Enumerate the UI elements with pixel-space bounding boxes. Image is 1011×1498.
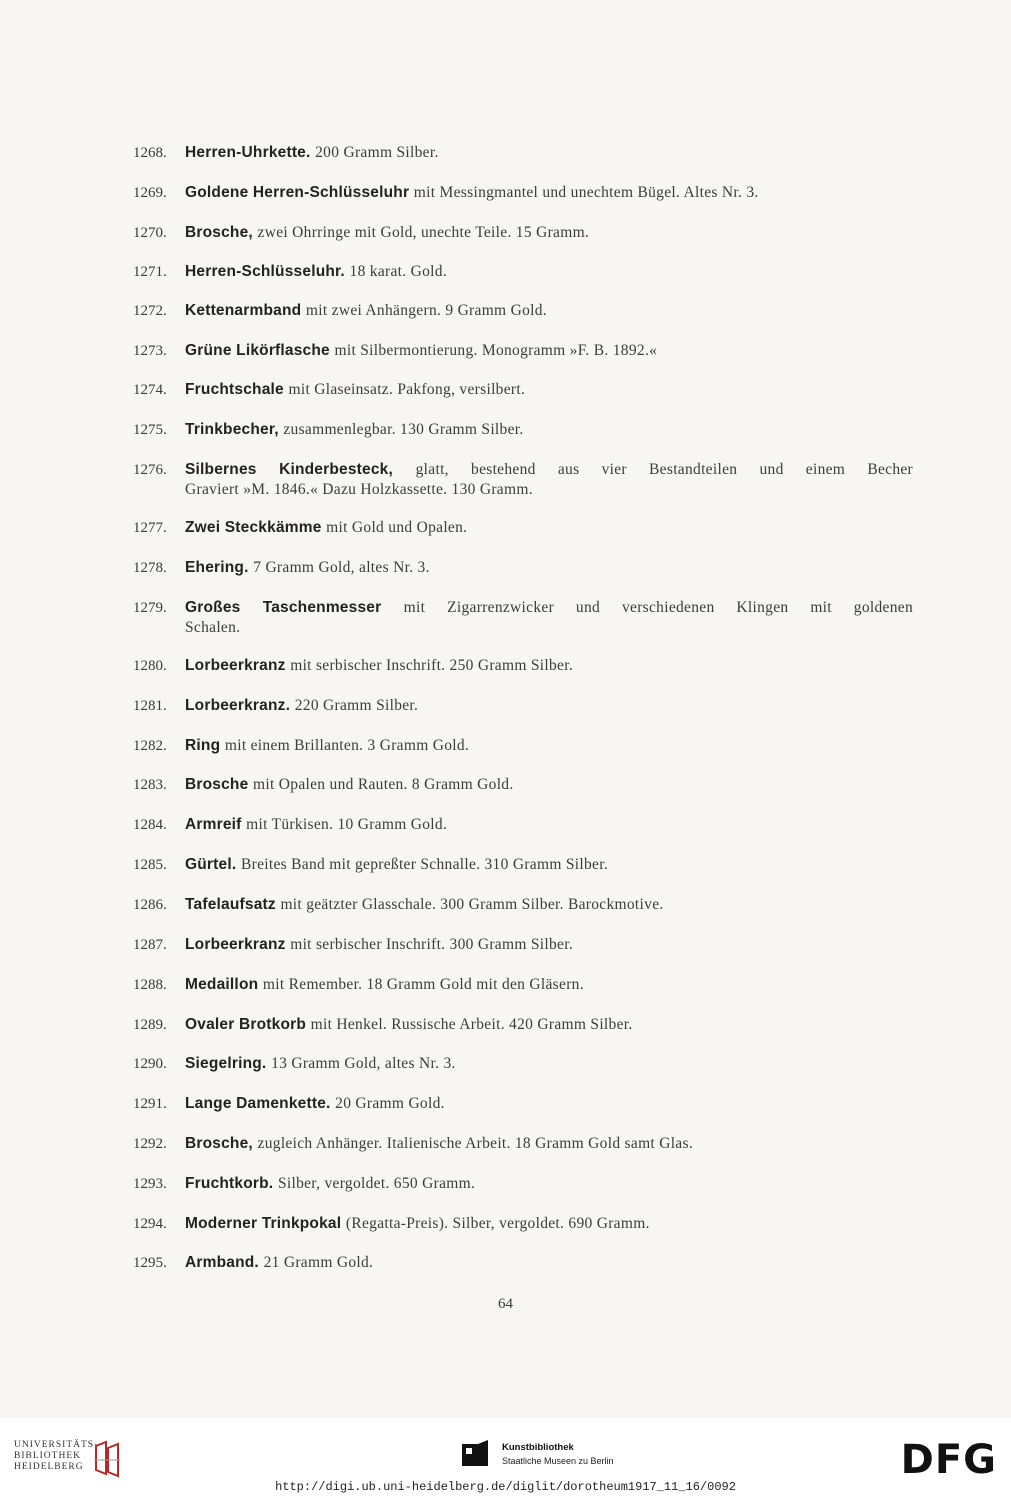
- footer-bar: [0, 1418, 1011, 1498]
- entry-description: mit serbischer Inschrift. 250 Gramm Silber.: [290, 657, 574, 674]
- catalog-entry: [133, 935, 913, 955]
- entry-number: 1291.: [133, 1096, 167, 1112]
- entry-description: 18 karat. Gold.: [349, 263, 448, 280]
- entry-title: Tafelaufsatz: [185, 896, 276, 913]
- uni-line-2: BIBLIOTHEK: [14, 1451, 81, 1461]
- entry-description: Breites Band mit gepreßter Schnalle. 310 Gramm Silber.: [240, 856, 608, 873]
- entry-description: mit Silbermontierung. Monogramm »F. B. 1892.«: [334, 342, 658, 359]
- entry-number: 1282.: [133, 738, 167, 754]
- entry-number: 1278.: [133, 560, 167, 576]
- catalog-entry: [133, 518, 913, 538]
- entry-description: 200 Gramm Silber.: [315, 144, 439, 161]
- entry-description-continued: Graviert »M. 1846.« Dazu Holzkassette. 130 Gramm.: [185, 481, 533, 498]
- entry-title: Fruchtschale: [185, 381, 284, 398]
- entry-title: Ehering.: [185, 559, 249, 576]
- entry-number: 1273.: [133, 343, 167, 359]
- entry-title: Großes Taschenmesser: [185, 599, 382, 616]
- catalog-entry: [133, 301, 913, 321]
- entry-description: mit Remember. 18 Gramm Gold mit den Gläsern.: [262, 976, 584, 993]
- catalog-entry: [133, 736, 913, 756]
- catalog-entry: [133, 420, 913, 440]
- entry-number: 1294.: [133, 1216, 167, 1232]
- entry-description: 220 Gramm Silber.: [294, 697, 419, 714]
- entry-number: 1295.: [133, 1255, 167, 1271]
- entry-number: 1275.: [133, 422, 167, 438]
- entry-title: Brosche: [185, 776, 249, 793]
- entry-number: 1279.: [133, 600, 167, 616]
- catalog-entry: [133, 1054, 913, 1074]
- entry-description: 20 Gramm Gold.: [335, 1095, 445, 1112]
- entry-description: mit zwei Anhängern. 9 Gramm Gold.: [305, 302, 547, 319]
- entry-title: Ring: [185, 737, 221, 754]
- kunstbibliothek-logo[interactable]: [462, 1440, 642, 1472]
- kunstbibliothek-subtitle: Staatliche Museen zu Berlin: [502, 1456, 614, 1466]
- catalog-entry: [133, 775, 913, 795]
- catalog-entry: [133, 598, 913, 638]
- entry-number: 1289.: [133, 1017, 167, 1033]
- entry-description: 7 Gramm Gold, altes Nr. 3.: [253, 559, 430, 576]
- entry-description: zugleich Anhänger. Italienische Arbeit. 18 Gramm Gold samt Glas.: [257, 1135, 693, 1152]
- university-library-name: [14, 1440, 98, 1473]
- entry-title: Medaillon: [185, 976, 259, 993]
- entry-title: Trinkbecher,: [185, 421, 279, 438]
- dfg-logo[interactable]: DFG: [900, 1437, 997, 1483]
- entry-title: Siegelring.: [185, 1055, 267, 1072]
- library-emblem-icon: [92, 1440, 122, 1478]
- entry-number: 1270.: [133, 225, 167, 241]
- entry-title: Lorbeerkranz: [185, 936, 286, 953]
- catalog-entry: [133, 1094, 913, 1114]
- entry-title: Grüne Likörflasche: [185, 342, 330, 359]
- catalog-entry: [133, 341, 913, 361]
- uni-line-3: HEIDELBERG: [14, 1462, 84, 1472]
- entry-description: Silber, vergoldet. 650 Gramm.: [277, 1175, 476, 1192]
- kunstbibliothek-mark-icon: [462, 1440, 488, 1470]
- catalog-entry: [133, 975, 913, 995]
- entry-title: Brosche,: [185, 1135, 253, 1152]
- catalog-entry: [133, 262, 913, 282]
- catalog-entry: [133, 1174, 913, 1194]
- entry-description: glatt, bestehend aus vier Bestandteilen und einem Becher: [415, 461, 914, 478]
- catalog-entry: [133, 656, 913, 676]
- entry-description: mit Glaseinsatz. Pakfong, versilbert.: [288, 381, 526, 398]
- entry-number: 1276.: [133, 462, 167, 478]
- entry-number: 1281.: [133, 698, 167, 714]
- entry-title: Lange Damenkette.: [185, 1095, 331, 1112]
- entry-description: mit einem Brillanten. 3 Gramm Gold.: [224, 737, 470, 754]
- entry-number: 1290.: [133, 1056, 167, 1072]
- entry-number: 1283.: [133, 777, 167, 793]
- entry-number: 1287.: [133, 937, 167, 953]
- catalog-entry: [133, 1134, 913, 1154]
- entry-description: 13 Gramm Gold, altes Nr. 3.: [271, 1055, 456, 1072]
- entry-description: mit Gold und Opalen.: [326, 519, 468, 536]
- entry-title: Armband.: [185, 1254, 259, 1271]
- catalog-entry: [133, 895, 913, 915]
- catalog-entry: [133, 380, 913, 400]
- entry-title: Silbernes Kinderbesteck,: [185, 461, 394, 478]
- catalog-entry: [133, 558, 913, 578]
- entry-title: Armreif: [185, 816, 242, 833]
- catalog-entry: [133, 143, 913, 163]
- entry-title: Herren-Schlüsseluhr.: [185, 263, 345, 280]
- entry-number: 1268.: [133, 145, 167, 161]
- entry-number: 1272.: [133, 303, 167, 319]
- entry-title: Lorbeerkranz.: [185, 697, 291, 714]
- catalog-entry: [133, 696, 913, 716]
- entry-description-continued: Schalen.: [185, 619, 241, 636]
- entry-title: Gürtel.: [185, 856, 237, 873]
- catalog-entry: [133, 183, 913, 203]
- catalog-entry: [133, 223, 913, 243]
- entry-description: zwei Ohrringe mit Gold, unechte Teile. 15 Gramm.: [257, 224, 590, 241]
- catalog-entry: [133, 1015, 913, 1035]
- entry-number: 1292.: [133, 1136, 167, 1152]
- entry-title: Herren-Uhrkette.: [185, 144, 311, 161]
- entry-description: 21 Gramm Gold.: [263, 1254, 374, 1271]
- entry-description: mit Türkisen. 10 Gramm Gold.: [246, 816, 448, 833]
- entry-number: 1277.: [133, 520, 167, 536]
- entry-number: 1293.: [133, 1176, 167, 1192]
- entry-number: 1286.: [133, 897, 167, 913]
- catalog-entry: [133, 1214, 913, 1234]
- entry-description: mit serbischer Inschrift. 300 Gramm Silber.: [290, 936, 574, 953]
- entry-description: mit geätzter Glasschale. 300 Gramm Silber. Barockmotive.: [280, 896, 664, 913]
- source-url[interactable]: http://digi.ub.uni-heidelberg.de/diglit/dorotheum1917_11_16/0092: [275, 1480, 736, 1494]
- entry-title: Moderner Trinkpokal: [185, 1215, 342, 1232]
- kunstbibliothek-name: Kunstbibliothek: [502, 1442, 574, 1453]
- catalog-entry: [133, 855, 913, 875]
- entry-number: 1284.: [133, 817, 167, 833]
- entry-number: 1274.: [133, 382, 167, 398]
- entry-number: 1285.: [133, 857, 167, 873]
- entry-number: 1269.: [133, 185, 167, 201]
- entry-number: 1271.: [133, 264, 167, 280]
- entry-title: Fruchtkorb.: [185, 1175, 274, 1192]
- entry-title: Zwei Steckkämme: [185, 519, 322, 536]
- catalog-entry: [133, 460, 913, 500]
- entry-title: Ovaler Brotkorb: [185, 1016, 307, 1033]
- entry-description: (Regatta-Preis). Silber, vergoldet. 690 Gramm.: [345, 1215, 650, 1232]
- page-number: 64: [498, 1296, 513, 1312]
- entry-description: mit Messingmantel und unechtem Bügel. Altes Nr. 3.: [413, 184, 759, 201]
- entry-number: 1280.: [133, 658, 167, 674]
- entry-title: Kettenarmband: [185, 302, 302, 319]
- entry-title: Brosche,: [185, 224, 253, 241]
- entry-description: mit Opalen und Rauten. 8 Gramm Gold.: [253, 776, 514, 793]
- entry-description: mit Zigarrenzwicker und verschiedenen Klingen mit goldenen: [403, 599, 914, 616]
- catalog-entry: [133, 1253, 913, 1273]
- entry-description: zusammenlegbar. 130 Gramm Silber.: [283, 421, 524, 438]
- entry-title: Lorbeerkranz: [185, 657, 286, 674]
- catalog-entry: [133, 815, 913, 835]
- uni-line-1: UNIVERSITÄTS-: [14, 1440, 99, 1450]
- entry-number: 1288.: [133, 977, 167, 993]
- entry-title: Goldene Herren-Schlüsseluhr: [185, 184, 410, 201]
- entry-description: mit Henkel. Russische Arbeit. 420 Gramm Silber.: [310, 1016, 633, 1033]
